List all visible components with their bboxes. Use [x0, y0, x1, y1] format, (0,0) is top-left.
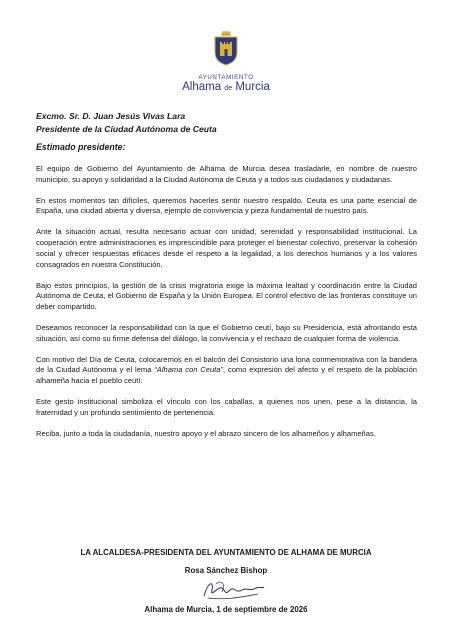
paragraph: Deseamos reconocer la responsabilidad con la que el Gobierno ceutí, bajo su Presidencia, está afrontando esta situación, así como su firme defensa del diálogo, la convivencia y el rechazo de cualquier forma de violencia. — [36, 322, 417, 343]
paragraph: En estos momentos tan difíciles, queremos hacerles sentir nuestro respaldo. Ceuta es una parte esencial de España, una ciudad abierta y diversa, ejemplo de convivencia y pieza fundamental de nuestro país. — [36, 195, 417, 216]
coat-of-arms-icon — [212, 30, 240, 66]
motto-text: “Alhama con Ceuta” — [154, 365, 223, 375]
signatory-name: Rosa Sánchez Bishop — [184, 566, 268, 575]
logo-town-name — [176, 81, 276, 95]
addressee-block — [36, 110, 217, 136]
addressee-name: Excmo. Sr. D. Juan Jesús Vivas Lara — [36, 111, 186, 121]
paragraph: El equipo de Gobierno del Ayuntamiento de Alhama de Murcia desea trasladarle, en nombre de nuestro municipio, su apoyo y solidaridad a la Ciudad Autónoma de Ceuta y a todos sus ciudadanos y ciudadanas. — [36, 164, 417, 184]
salutation: Estimado presidente: — [36, 142, 126, 152]
place-and-date: Alhama de Murcia, 1 de septiembre de 2026 — [144, 605, 308, 614]
logo-name-de: de — [224, 85, 233, 92]
logo-name-main: Alhama — [182, 81, 222, 93]
logo-caption: AYUNTAMIENTO — [198, 74, 254, 81]
paragraph-motto — [36, 355, 417, 387]
paragraph: Este gesto institucional simboliza el vínculo con los caballas, a quienes nos unen, pese a la distancia, la fraternidad y un profundo sentimiento de pertenencia. — [36, 397, 417, 417]
paragraph-part: , como expresión del afecto y el respeto de la población alhameña hacia el pueblo ceutí. — [36, 365, 417, 386]
paragraph: Reciba, junto a toda la ciudadanía, nuestro apoyo y el abrazo sincero de los alhameños y alhameñas. — [36, 428, 376, 438]
municipal-logo — [176, 30, 276, 95]
handwritten-signature — [198, 576, 268, 604]
letter-body — [36, 164, 417, 450]
paragraph: Ante la situación actual, resulta necesario actuar con unidad, serenidad y responsabilidad institucional. La cooperación entre administraciones es imprescindible para proteger el bienestar colectivo, preservar la cohesión social y ofrecer respuestas eficaces desde el respeto a la legalidad, a los derechos humanos y a los valores consagrados en nuestra Constitución. — [36, 227, 417, 269]
signatory-title: LA ALCALDESA-PRESIDENTA DEL AYUNTAMIENTO DE ALHAMA DE MURCIA — [80, 548, 372, 557]
addressee-title: Presidente de la Ciudad Autónoma de Ceuta — [36, 124, 217, 134]
paragraph-part: Con motivo del Día de Ceuta, colocaremos en el balcón del Consistorio una lona conmemorativa con la bandera de la Ciudad Autónoma y el lema — [36, 354, 417, 375]
logo-name-end: Murcia — [235, 81, 270, 93]
paragraph: Bajo estos principios, la gestión de la crisis migratoria exige la máxima lealtad y coordinación entre la Ciudad Autónoma de Ceuta, el Gobierno de España y la Unión Europea. El control efectivo de las fronteras constituye un deber compartido. — [36, 280, 417, 311]
